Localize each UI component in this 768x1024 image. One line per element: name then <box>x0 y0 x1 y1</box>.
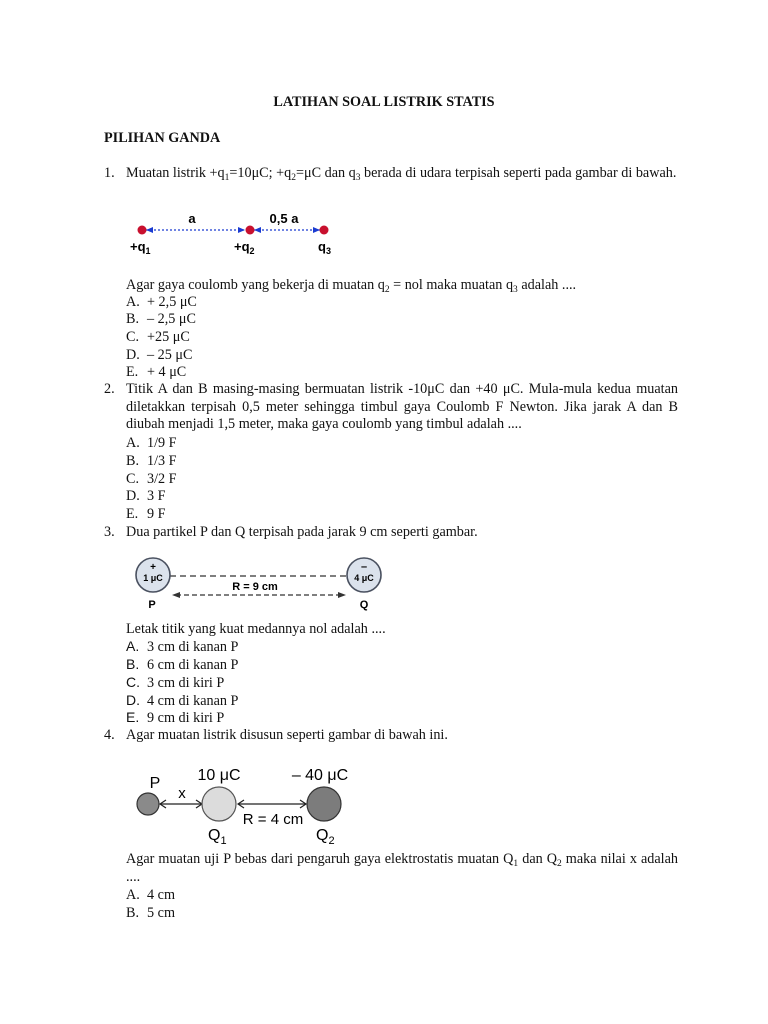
option-e: E. 9 F <box>126 506 166 522</box>
question-4-prompt: Agar muatan uji P bebas dari pengaruh gaya elektrostatis muatan $Q_1$ dan $Q_2$ maka nilai x adalah .... <box>126 851 678 885</box>
particle-p-value: 1 μC <box>143 573 163 583</box>
question-3-prompt: Letak titik yang kuat medannya nol adalah .... <box>126 621 386 637</box>
distance-a-label: a <box>188 211 196 226</box>
arrow-right-icon <box>313 227 320 233</box>
option-d: D. – 25 μC <box>126 347 193 363</box>
particle-p-label: P <box>148 599 156 611</box>
distance-half-a-label: 0,5 a <box>269 211 299 226</box>
particle-q-value: 4 μC <box>354 573 374 583</box>
option-b: B. 1/3 F <box>126 453 177 469</box>
test-charge-p-circle <box>137 793 159 815</box>
charge-q2-label: $Q_2$ <box>316 827 335 846</box>
question-2-number: 2. <box>104 381 115 397</box>
option-a: A. 1/9 F <box>126 435 177 451</box>
charge-q1-dot <box>138 226 147 235</box>
option-c: C. +25 μC <box>126 329 190 345</box>
distance-x-label: x <box>178 785 186 802</box>
option-c: C. 3/2 F <box>126 471 177 487</box>
charge-q2-circle <box>307 787 341 821</box>
option-c: C. 3 cm di kiri P <box>126 674 225 691</box>
charge-q2-dot <box>246 226 255 235</box>
charge-q3-label: $q_3$ <box>318 239 331 256</box>
particle-q-label: Q <box>359 599 369 611</box>
question-1-prompt: Agar gaya coulomb yang bekerja di muatan $q_2$ = nol maka muatan $q_3$ adalah .... <box>126 277 577 295</box>
option-b: B. 6 cm di kanan P <box>126 656 239 673</box>
question-2-stem: Titik A dan B masing-masing bermuatan listrik -10μC dan +40 μC. Mula-mula kedua muatan diletakkan terpisah 0,5 meter sehingga timbul gaya Coulomb F Newton. Jika jarak A dan B diubah menjadi 1,5 meter, maka gaya coulomb yang timbul adalah .... <box>126 381 678 433</box>
question-1-stem: Muatan listrik $+q_1=10\mu C$; $+q_2=\mu C$ dan $q_3$ berada di udara terpisah seperti pada gambar di bawah. <box>126 165 677 183</box>
option-a: A. 4 cm <box>126 887 175 903</box>
arrow-right-icon <box>238 227 245 233</box>
option-b: B. 5 cm <box>126 905 175 921</box>
section-heading: PILIHAN GANDA <box>104 130 221 146</box>
arrow-left-icon <box>172 592 180 598</box>
charge-q3-dot <box>320 226 329 235</box>
question-4-stem: Agar muatan listrik disusun seperti gambar di bawah ini. <box>126 727 448 743</box>
charge-q1-value: 10 μC <box>197 767 241 784</box>
particle-q-sign: – <box>360 561 368 573</box>
question-4-number: 4. <box>104 727 115 743</box>
question-1-number: 1. <box>104 165 115 181</box>
test-charge-p-label: P <box>149 775 161 792</box>
option-e: E. + 4 μC <box>126 364 187 380</box>
charge-q2-value: – 40 μC <box>291 767 349 784</box>
arrow-left-icon <box>254 227 261 233</box>
option-d: D. 3 F <box>126 488 166 504</box>
question-4-figure <box>128 760 368 846</box>
particle-p-sign: + <box>150 562 156 573</box>
arrow-right-icon <box>338 592 346 598</box>
arrow-left-icon <box>146 227 153 233</box>
charge-q1-label: $+q_1$ <box>130 239 151 256</box>
question-3-stem: Dua partikel P dan Q terpisah pada jarak 9 cm seperti gambar. <box>126 524 478 540</box>
page-title: LATIHAN SOAL LISTRIK STATIS <box>273 94 495 110</box>
question-1-figure <box>120 208 360 258</box>
option-e: E. 9 cm di kiri P <box>126 709 225 726</box>
option-b: B. – 2,5 μC <box>126 311 196 327</box>
question-3-figure <box>128 552 392 614</box>
distance-label: R = 9 cm <box>232 581 278 593</box>
option-d: D. 4 cm di kanan P <box>126 692 239 709</box>
option-a: A. 3 cm di kanan P <box>126 638 239 655</box>
distance-r-label: R = 4 cm <box>242 811 304 828</box>
charge-q2-label: $+q_2$ <box>234 239 255 256</box>
charge-q1-label: $Q_1$ <box>208 827 227 846</box>
question-3-number: 3. <box>104 524 115 540</box>
option-a: A. + 2,5 μC <box>126 294 197 310</box>
charge-q1-circle <box>202 787 236 821</box>
